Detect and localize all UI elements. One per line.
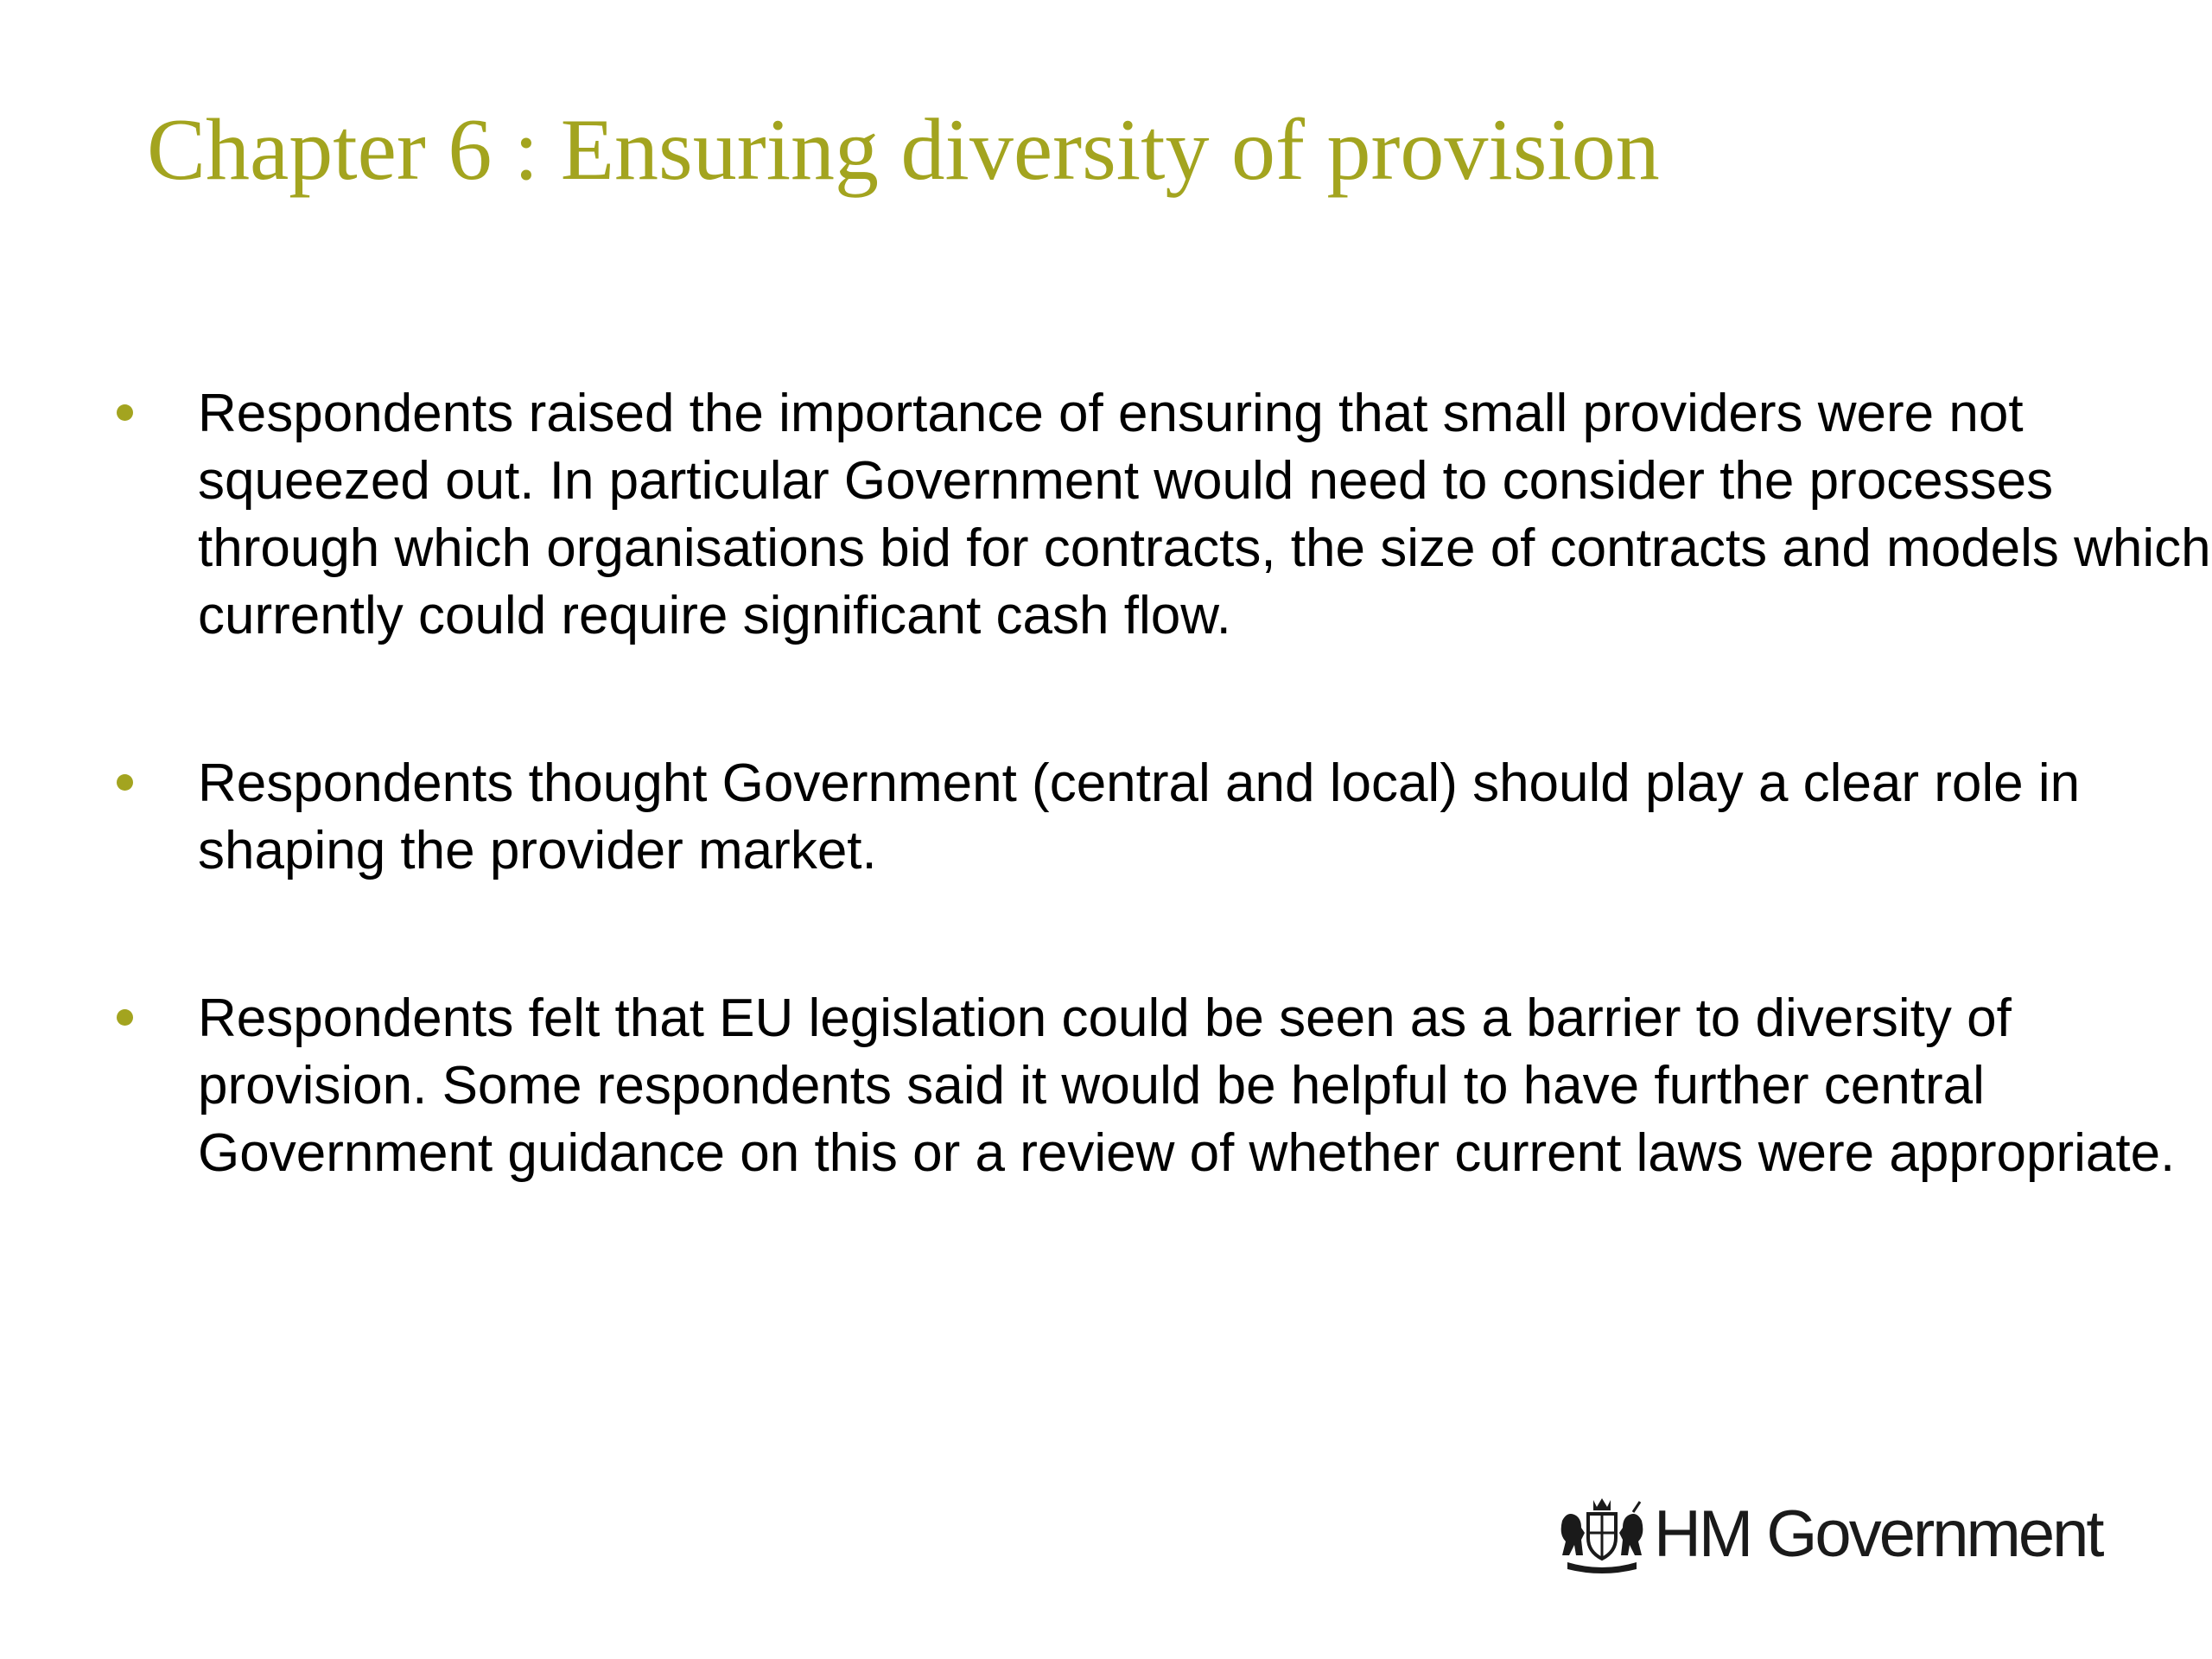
slide-title: Chapter 6 : Ensuring diversity of provision [147,101,1660,199]
bullet-dot-icon [117,1009,133,1026]
bullet-text: Respondents thought Government (central and local) should play a clear role in shaping the provider market. [198,753,2081,880]
hm-government-logo [1555,1493,2102,1576]
bullet-dot-icon [117,774,133,791]
bullet-text: Respondents raised the importance of ensuring that small providers were not squeezed out. In particular Government would need to consider the processes through which organisations bid for contracts, the size of contracts and models which currently could require significant cash flow. [198,384,2211,645]
logo-text: HM Government [1654,1497,2102,1571]
royal-coat-of-arms-icon [1555,1495,1649,1574]
bullet-dot-icon [117,404,133,421]
bullet-text: Respondents felt that EU legislation could be seen as a barrier to diversity of provision. Some respondents said it would be helpful to have further central Government guidance on this or a review of whether current laws were appropriate. [198,988,2176,1183]
